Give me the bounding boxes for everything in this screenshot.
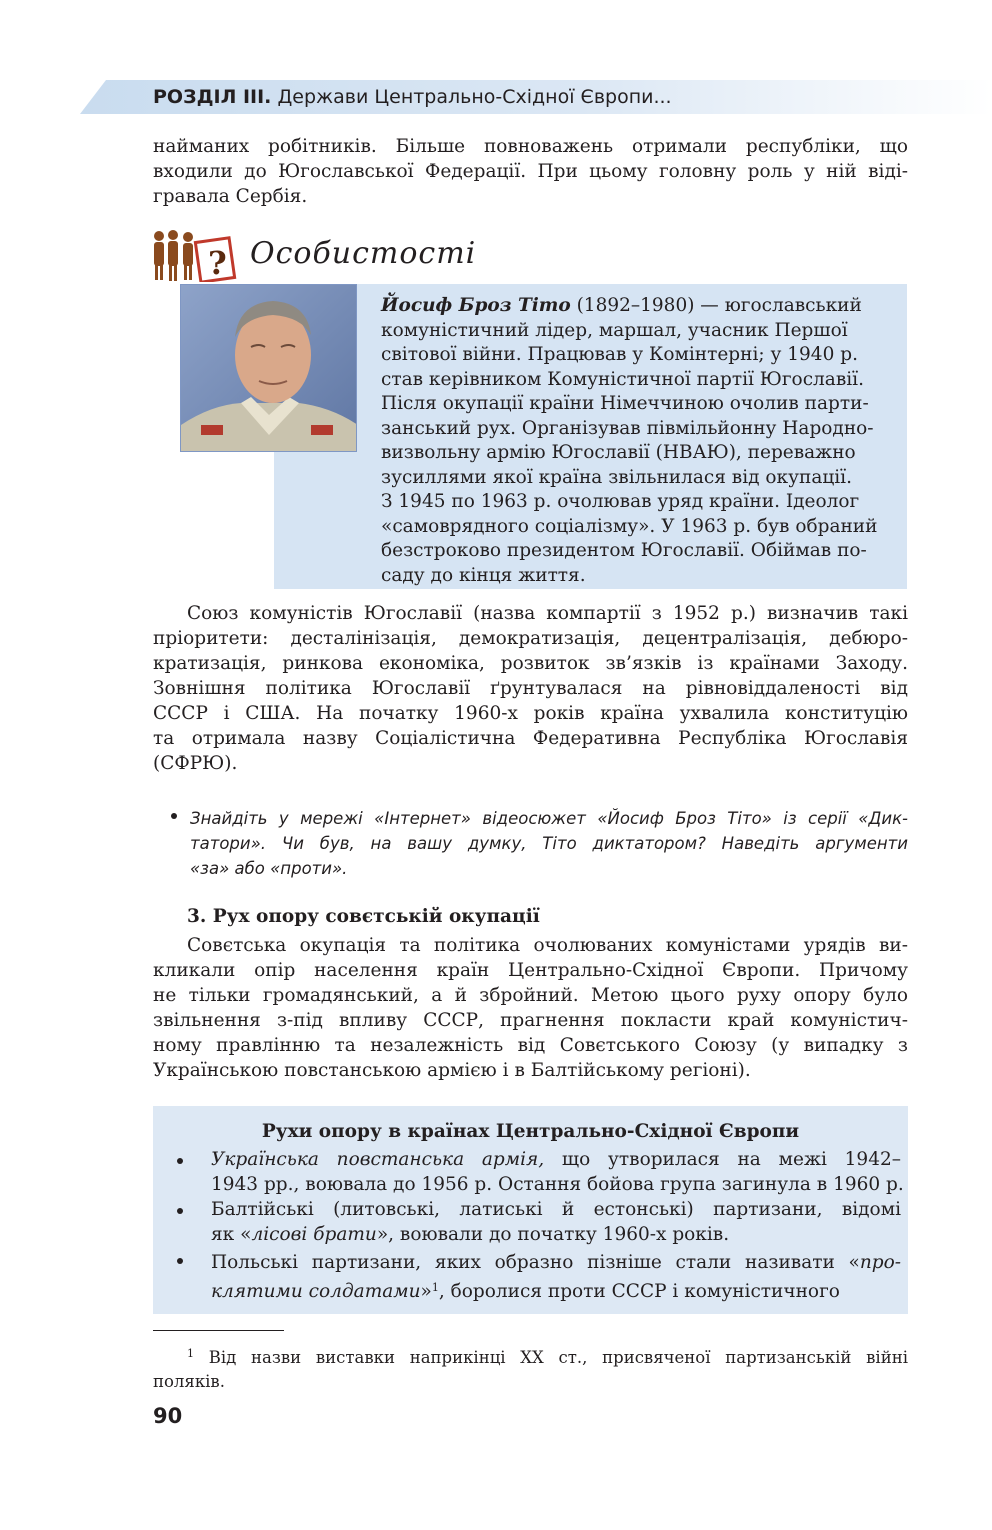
task-bullet — [171, 813, 177, 819]
item-italic: лісові брати — [251, 1224, 377, 1245]
page-number: 90 — [153, 1404, 183, 1428]
item-italic: клятими солдатами — [211, 1281, 421, 1302]
biography-text — [381, 294, 888, 588]
text-line: Знайдіть у мережі «Інтернет» відеосюжет «Йосиф Броз Тіто» із серії «Дик- — [190, 809, 908, 828]
section3-paragraph — [153, 933, 908, 1083]
text-line — [211, 1275, 901, 1304]
portrait-photo — [180, 284, 357, 452]
footnote — [153, 1342, 908, 1394]
text-line: найманих робітників. Більше повноважень отримали республіки, що — [153, 136, 908, 157]
text-line: Союз комуністів Югославії (назва компартії з 1952 р.) визначив такі — [187, 603, 908, 624]
text-line: не тільки громадянський, а й збройний. Метою цього руху опору було — [153, 985, 908, 1006]
footnote-text: Від назви виставки наприкінці XX ст., присвяченої партизанській війні — [194, 1348, 908, 1367]
text-line: зусиллями якої країна звільнилася від окупації. — [381, 466, 852, 488]
text-line: З 1945 по 1963 р. очолював уряд країни. Ідеолог — [381, 491, 860, 512]
item-text: », воювали до початку 1960-х років. — [376, 1224, 730, 1245]
personalities-title: Особистості — [250, 236, 477, 271]
text-line: пріоритети: десталінізація, демократизація, децентралізація, дебюро- — [153, 628, 908, 649]
text-line: звільнення з-під впливу СССР, прагнення покласти край комуністич- — [153, 1010, 908, 1031]
portrait-illustration — [181, 285, 357, 452]
movements-title: Рухи опору в країнах Центрально-Східної Європи — [261, 1121, 800, 1142]
personalities-icon — [150, 230, 240, 282]
text-line: став керівником Комуністичної партії Югославії. — [381, 368, 864, 390]
footnote-ref: 1 — [431, 1281, 439, 1294]
task-assignment — [190, 806, 908, 881]
list-bullet — [177, 1158, 183, 1164]
list-bullet — [177, 1208, 183, 1214]
svg-text:?: ? — [208, 244, 227, 282]
chapter-header — [153, 86, 672, 108]
item-italic: Українська повстанська армія, — [211, 1149, 545, 1170]
item-text: як « — [211, 1224, 252, 1245]
text-line — [211, 1250, 901, 1275]
item-text: що утворилася на межі 1942– — [544, 1149, 901, 1170]
list-bullet — [177, 1258, 183, 1264]
chapter-section-label: РОЗДІЛ ІІІ. — [153, 86, 272, 108]
chapter-title: Держави Центрально-Східної Європи... — [277, 86, 672, 108]
text-line: Совєтська окупація та політика очолюваних комуністами урядів ви- — [187, 935, 908, 956]
text-line: Балтійські (литовські, латиські й естонські) партизани, відомі — [211, 1199, 901, 1220]
text-line: комуністичний лідер, маршал, учасник Першої — [381, 319, 848, 341]
text-line — [211, 1222, 901, 1247]
union-paragraph — [153, 601, 908, 776]
item-italic: про- — [859, 1252, 901, 1273]
text-line: СССР і США. На початку 1960-х років країна ухвалила конституцію — [153, 703, 908, 724]
text-line: татори». Чи був, на вашу думку, Тіто диктатором? Наведіть аргументи — [190, 834, 908, 853]
footnote-divider — [153, 1330, 284, 1331]
text-line: світової війни. Працював у Комінтерні; у 1940 р. — [381, 344, 858, 365]
text-line: занський рух. Організував півмільйонну Народно- — [381, 417, 874, 439]
header-notch — [80, 80, 106, 114]
item-text: » — [420, 1281, 432, 1302]
text-line: саду до кінця життя. — [381, 564, 586, 586]
text-line: 1943 рр., воювала до 1956 р. Остання бойова група загинула в 1960 р. — [211, 1174, 904, 1195]
text-line: входили до Югославської Федерації. При цьому головну роль у ній віді- — [153, 161, 908, 182]
text-line: Українською повстанською армією і в Балтійському регіоні). — [153, 1060, 751, 1081]
text-line: Після окупації країни Німеччиною очолив парти- — [381, 393, 869, 414]
text-line: ному правлінню та незалежність від Совєтського Союзу (у випадку з — [153, 1035, 908, 1056]
text-line — [153, 1342, 908, 1370]
text-line: Зовнішня політика Югославії ґрунтувалася на рівновіддаленості від — [153, 678, 908, 699]
list-item — [211, 1197, 901, 1247]
text-line: гравала Сербія. — [153, 186, 308, 207]
text-line: та отримала назву Соціалістична Федеративна Республіка Югославія — [153, 728, 908, 749]
bio-first-line — [381, 294, 888, 319]
section-heading: 3. Рух опору совєтській окупації — [187, 906, 540, 927]
text-line: кликали опір населення країн Центрально-Східної Європи. Причому — [153, 960, 908, 981]
text-line: «за» або «проти». — [190, 859, 348, 878]
footnote-marker: 1 — [187, 1347, 194, 1360]
text-line: безстроково президентом Югославії. Обіймав по- — [381, 540, 867, 561]
bio-dates: (1892–1980) — югославський — [570, 295, 862, 316]
bio-person-name: Йосиф Броз Тіто — [381, 295, 571, 316]
text-line: кратизація, ринкова економіка, розвиток зв’язків із країнами Заходу. — [153, 653, 908, 674]
text-line: (СФРЮ). — [153, 753, 238, 774]
list-item — [211, 1147, 904, 1197]
text-line: визвольну армію Югославії (НВАЮ), переважно — [381, 442, 856, 463]
text-line: «самоврядного соціалізму». У 1963 р. був обраний — [381, 515, 878, 537]
text-line — [211, 1147, 901, 1172]
item-text: , боролися проти СССР і комуністичного — [438, 1281, 840, 1302]
item-text: Польські партизани, яких образно пізніше стали називати « — [211, 1252, 860, 1273]
text-line: поляків. — [153, 1372, 225, 1391]
intro-paragraph — [153, 134, 908, 209]
list-item — [211, 1250, 901, 1304]
